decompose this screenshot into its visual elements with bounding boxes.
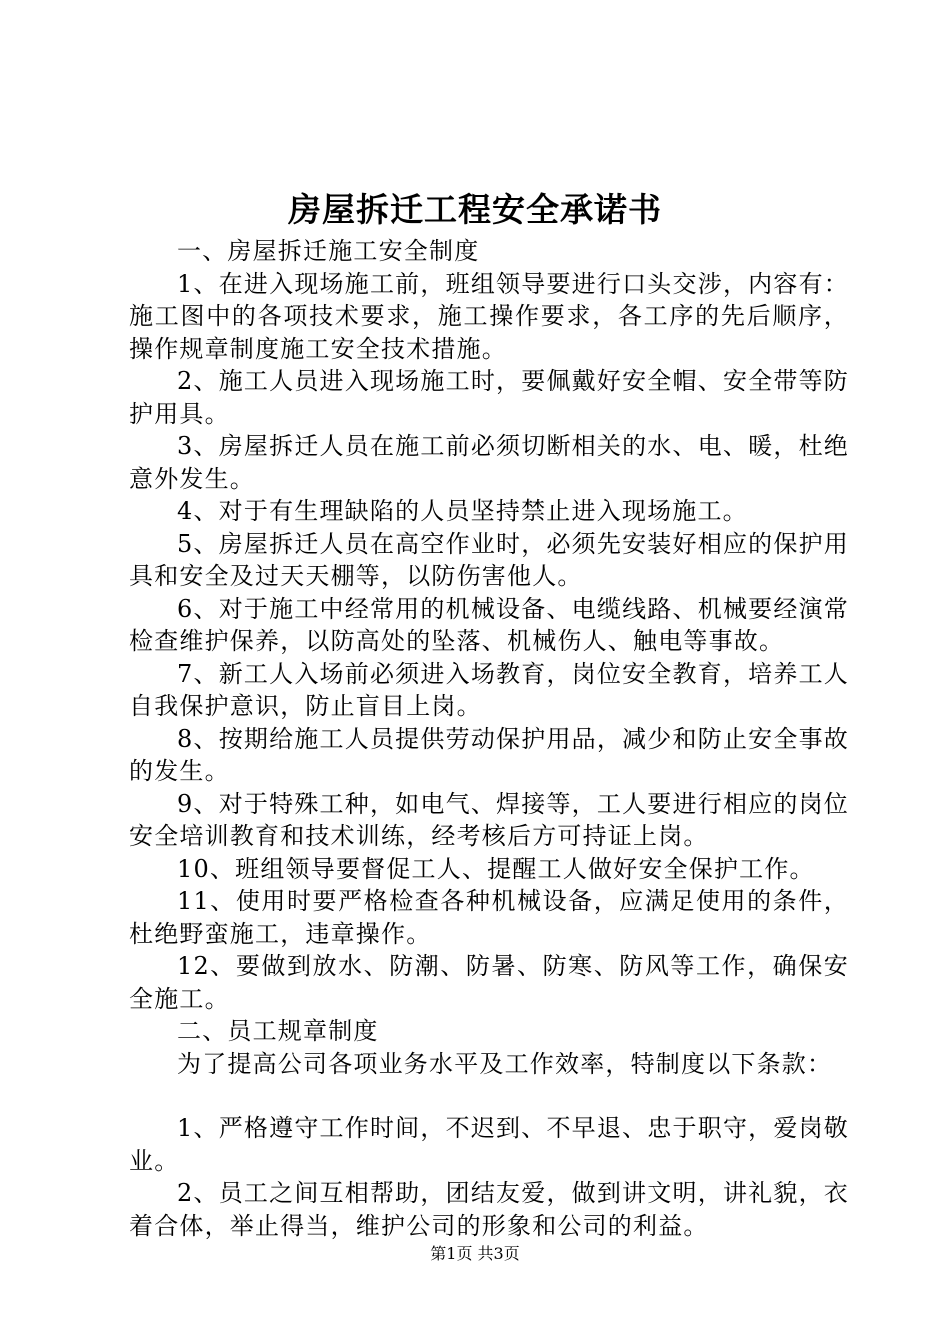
paragraph: 6、对于施工中经常用的机械设备、电缆线路、机械要经演常检查维护保养，以防高处的坠落、机械伤人、触电等事故。	[129, 594, 849, 655]
paragraph: 为了提高公司各项业务水平及工作效率，特制度以下条款：	[177, 1049, 833, 1078]
paragraph: 4、对于有生理缺陷的人员坚持禁止进入现场施工。	[177, 497, 748, 525]
paragraph: 10、班组领导要督促工人、提醒工人做好安全保护工作。	[177, 854, 815, 883]
paragraph: 12、要做到放水、防潮、防暑、防寒、防风等工作，确保安全施工。	[129, 952, 849, 1013]
section-heading: 二、员工规章制度	[177, 1017, 379, 1045]
paragraph: 9、对于特殊工种，如电气、焊接等，工人要进行相应的岗位安全培训教育和技术训练，经考核后方可持证上岗。	[129, 789, 849, 850]
paragraph: 8、按期给施工人员提供劳动保护用品，减少和防止安全事故的发生。	[129, 724, 849, 785]
paragraph: 2、员工之间互相帮助，团结友爱，做到讲文明，讲礼貌，衣着合体，举止得当，维护公司的形象和公司的利益。	[129, 1179, 849, 1240]
section-heading: 一、房屋拆迁施工安全制度	[177, 237, 480, 265]
paragraph: 5、房屋拆迁人员在高空作业时，必须先安装好相应的保护用具和安全及过天天棚等，以防伤害他人。	[129, 529, 849, 590]
paragraph: 7、新工人入场前必须进入场教育，岗位安全教育，培养工人自我保护意识，防止盲目上岗。	[129, 659, 849, 720]
paragraph: 3、房屋拆迁人员在施工前必须切断相关的水、电、暖，杜绝意外发生。	[129, 432, 849, 493]
paragraph: 11、使用时要严格检查各种机械设备，应满足使用的条件，杜绝野蛮施工，违章操作。	[129, 887, 849, 948]
paragraph: 1、在进入现场施工前，班组领导要进行口头交涉，内容有：施工图中的各项技术要求，施工操作要求，各工序的先后顺序，操作规章制度施工安全技术措施。	[129, 269, 849, 363]
paragraph: 2、施工人员进入现场施工时，要佩戴好安全帽、安全带等防护用具。	[129, 367, 849, 428]
paragraph: 1、严格遵守工作时间，不迟到、不早退、忠于职守，爱岗敬业。	[129, 1114, 849, 1175]
page-number-footer: 第1页 共3页	[430, 1244, 520, 1263]
document-body	[129, 235, 849, 1242]
document-title: 房屋拆迁工程安全承诺书	[288, 190, 662, 229]
